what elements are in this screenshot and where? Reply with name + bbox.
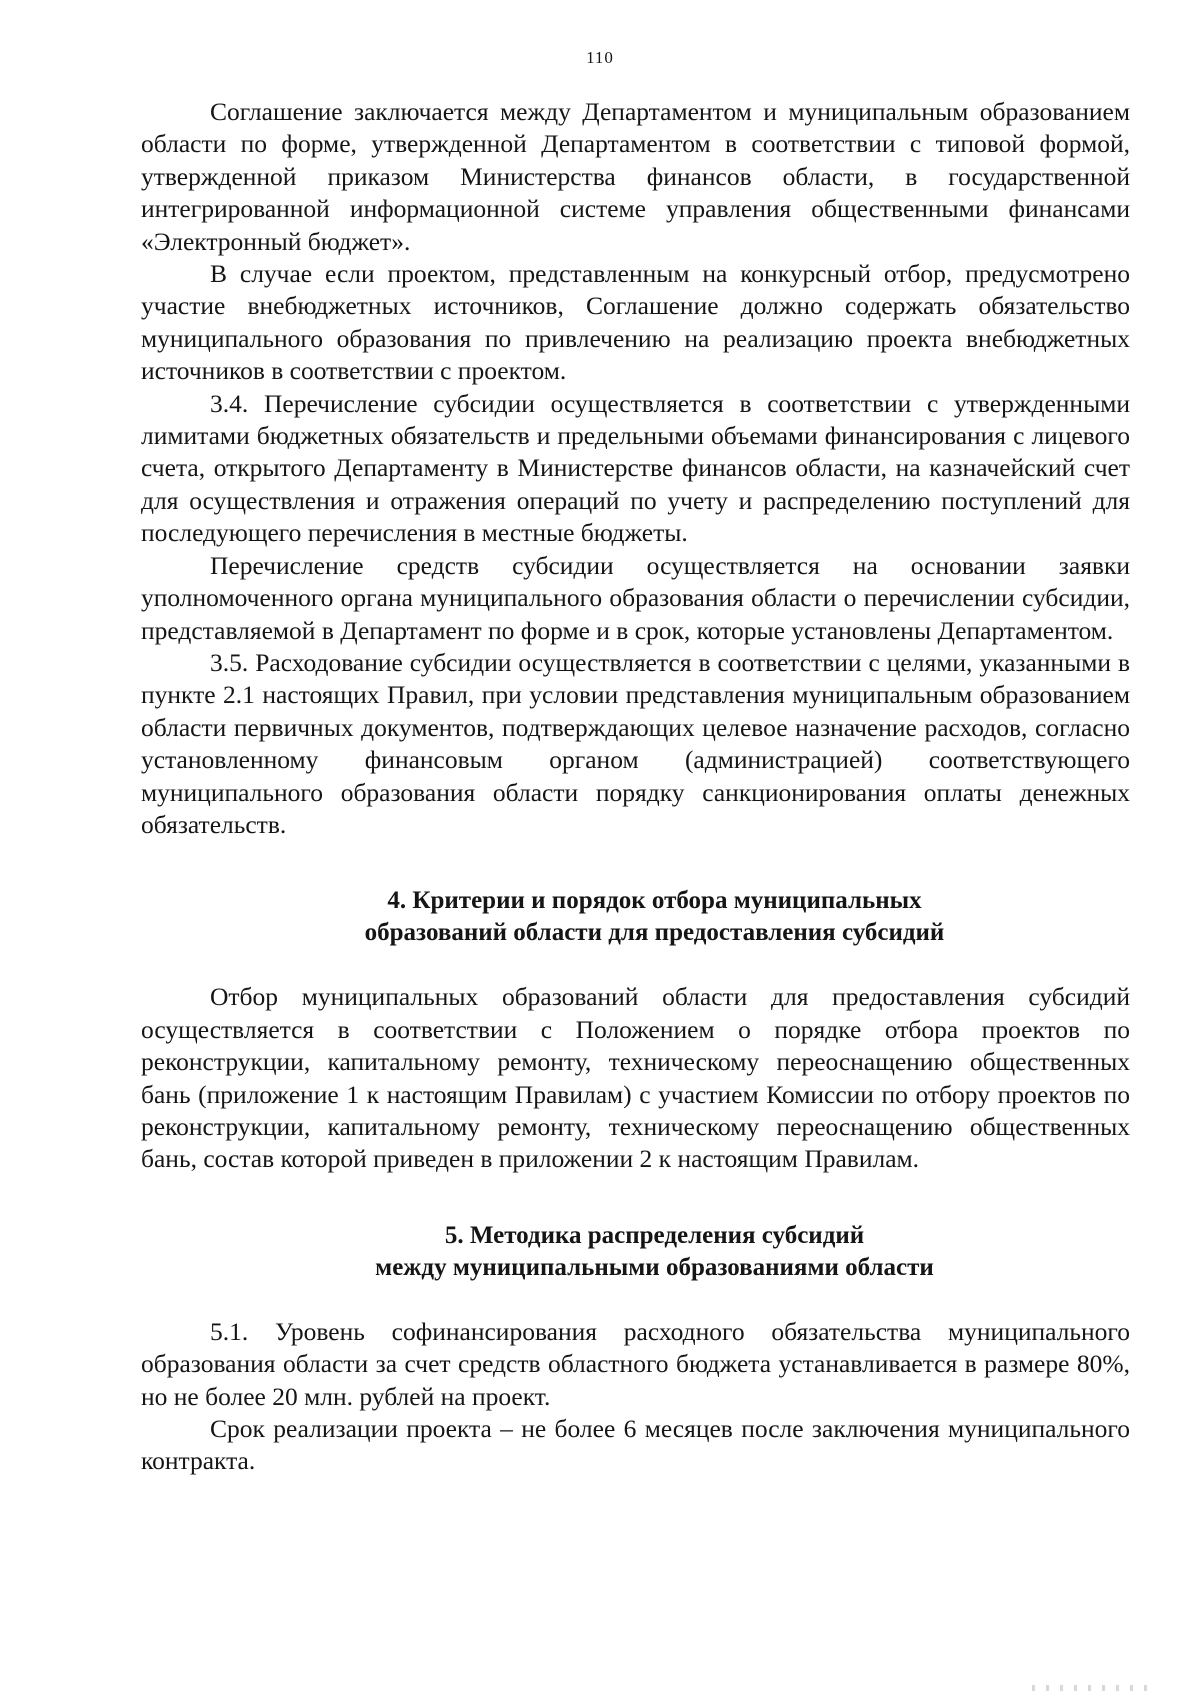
paragraph-extrabudgetary: В случае если проектом, представленным на конкурсный отбор, предусмотрено участие внебюджетных источников, Соглашение должно содержать обязательство муниципального образования по привлечению на реализацию проекта внебюджетных источников в соответствии с проектом. <box>141 259 1130 386</box>
section-5-heading-line-1: 5. Методика распределения субсидий <box>444 1221 865 1249</box>
paragraph-5-1: 5.1. Уровень софинансирования расходного обязательства муниципального образования области за счет средств областного бюджета устанавливается в размере 80%, но не более 20 млн. рублей на проект. <box>141 1316 1130 1411</box>
paragraph-3-4: 3.4. Перечисление субсидии осуществляется в соответствии с утвержденными лимитами бюджетных обязательств и предельными объемами финансирования с лицевого счета, открытого Департаменту в Министерстве финансов области, на казначейский счет для осуществления и отражения операций по учету и распределению поступлений для последующего перечисления в местные бюджеты. <box>141 388 1130 548</box>
section-4-heading <box>141 885 1130 949</box>
section-5-heading-line-2: между муниципальными образованиями области <box>375 1253 934 1281</box>
paragraph-3-5: 3.5. Расходование субсидии осуществляется в соответствии с целями, указанными в пункте 2.1 настоящих Правил, при условии представления муниципальным образованием области первичных документов, подтверждающих целевое назначение расходов, согласно установленному финансовым органом (администрацией) соответствующего муниципального образования области порядку санкционирования оплаты денежных обязательств. <box>141 647 1130 839</box>
section-5-heading <box>141 1220 1130 1284</box>
paragraph-section-4: Отбор муниципальных образований области для предоставления субсидий осуществляется в соответствии с Положением о порядке отбора проектов по реконструкции, капитальному ремонту, техническому переоснащению общественных бань (приложение 1 к настоящим Правилам) с участием Комиссии по отбору проектов по реконструкции, капитальному ремонту, техническому переоснащению общественных бань, состав которой приведен в приложении 2 к настоящим Правилам. <box>141 982 1130 1174</box>
page-number: 110 <box>586 48 614 67</box>
scan-artifact <box>1032 1685 1152 1691</box>
paragraph-agreement: Соглашение заключается между Департаментом и муниципальным образованием области по форме, утвержденной Департаментом в соответствии с типовой формой, утвержденной приказом Министерства финансов области, в государственной интегрированной информационной системе управления общественными финансами «Электронный бюджет». <box>141 97 1130 256</box>
section-4-heading-line-1: 4. Критерии и порядок отбора муниципальных <box>387 887 922 915</box>
paragraph-transfer-request: Перечисление средств субсидии осуществляется на основании заявки уполномоченного органа муниципального образования области о перечислении субсидии, представляемой в Департамент по форме и в срок, которые установлены Департаментом. <box>141 550 1130 645</box>
paragraph-project-term: Срок реализации проекта – не более 6 месяцев после заключения муниципального контракта. <box>141 1414 1130 1476</box>
section-4-heading-line-2: образований области для предоставления субсидий <box>364 919 945 947</box>
document-body <box>141 96 1130 1478</box>
